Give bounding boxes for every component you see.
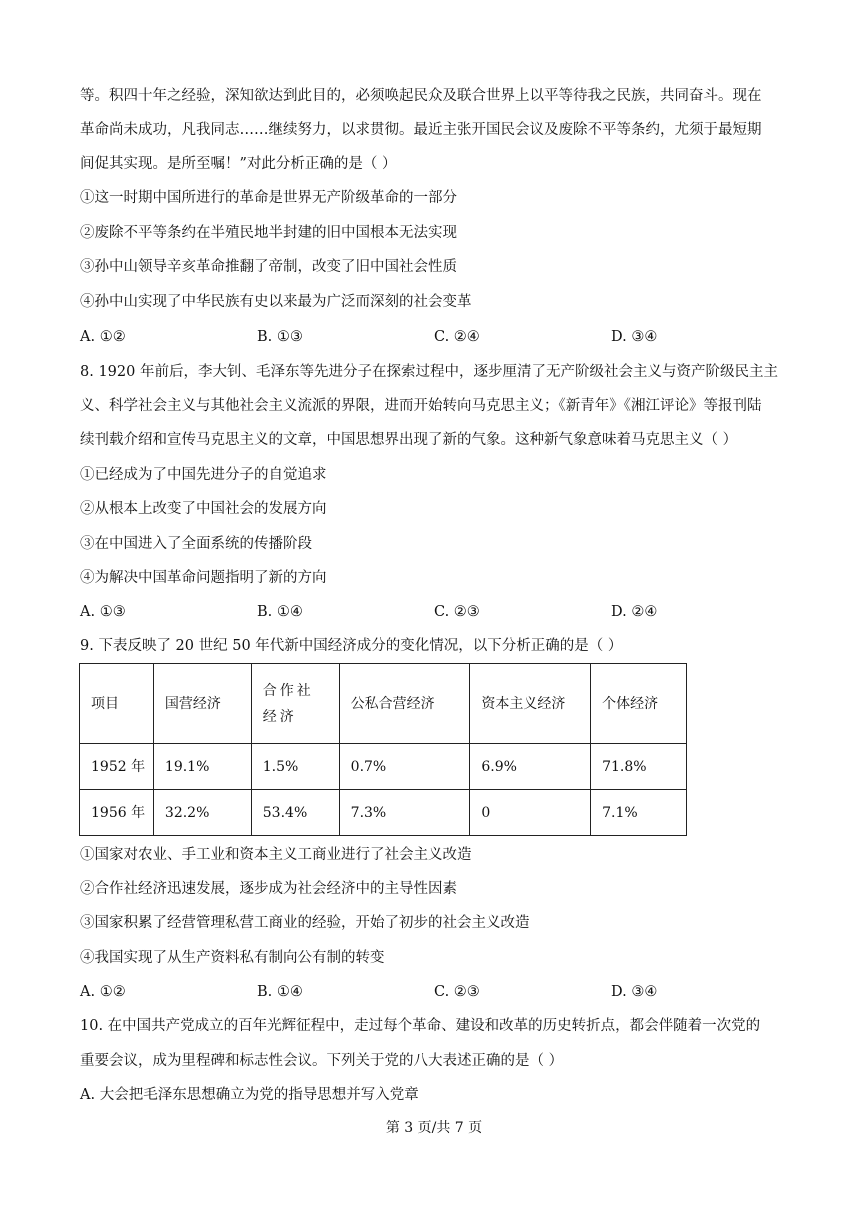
q9-statement-1: ①国家对农业、手工业和资本主义工商业进行了社会主义改造	[80, 847, 472, 863]
q7-stem-line-3: 间促其实现。是所至嘱！”对此分析正确的是（ ）	[80, 156, 397, 172]
q8-option-c[interactable]: C. ②③	[434, 604, 480, 620]
table-cell: 6.9%	[470, 744, 591, 790]
q8-stem-line-3: 续刊载介绍和宣传马克思主义的文章，中国思想界出现了新的气象。这种新气象意味着马克思主义（ ）	[80, 432, 738, 448]
table-cell: 19.1%	[153, 744, 251, 790]
q7-statement-1: ①这一时期中国所进行的革命是世界无产阶级革命的一部分	[80, 190, 457, 206]
q9-options	[80, 982, 800, 1002]
table-header-row	[80, 664, 687, 744]
q8-statement-2: ②从根本上改变了中国社会的发展方向	[80, 501, 327, 517]
table-header-cell: 合作社经济	[251, 664, 339, 744]
table-header-cell: 国营经济	[153, 664, 251, 744]
q8-statement-1: ①已经成为了中国先进分子的自觉追求	[80, 467, 327, 483]
q7-option-b[interactable]: B. ①③	[257, 329, 303, 345]
economy-table	[79, 663, 687, 836]
q9-statement-2: ②合作社经济迅速发展，逐步成为社会经济中的主导性因素	[80, 881, 457, 897]
table-cell: 32.2%	[153, 790, 251, 836]
q7-options	[80, 327, 800, 347]
table-cell: 0	[470, 790, 591, 836]
q9-stem: 9. 下表反映了 20 世纪 50 年代新中国经济成分的变化情况，以下分析正确的是（ ）	[80, 638, 623, 654]
q7-option-c[interactable]: C. ②④	[434, 329, 480, 345]
table-header-cell: 公私合营经济	[339, 664, 470, 744]
table-cell: 0.7%	[339, 744, 470, 790]
q10-stem-line-1: 10. 在中国共产党成立的百年光辉征程中，走过每个革命、建设和改革的历史转折点，都会伴随着一次党的	[80, 1018, 761, 1034]
q9-option-a[interactable]: A. ①②	[80, 984, 126, 1000]
table-cell: 71.8%	[591, 744, 687, 790]
table-cell: 1.5%	[251, 744, 339, 790]
table-header-cell: 资本主义经济	[470, 664, 591, 744]
q10-option-a[interactable]: A. 大会把毛泽东思想确立为党的指导思想并写入党章	[80, 1087, 419, 1103]
q7-statement-3: ③孙中山领导辛亥革命推翻了帝制，改变了旧中国社会性质	[80, 259, 457, 275]
table-row	[80, 744, 687, 790]
q7-option-d[interactable]: D. ③④	[611, 329, 658, 345]
q9-option-c[interactable]: C. ②③	[434, 984, 480, 1000]
page-number: 第 3 页/共 7 页	[385, 1120, 483, 1136]
table-cell: 1952 年	[80, 744, 154, 790]
q7-stem-line-1: 等。积四十年之经验，深知欲达到此目的，必须唤起民众及联合世界上以平等待我之民族，共同奋斗。现在	[80, 88, 762, 104]
table-row	[80, 790, 687, 836]
q8-option-b[interactable]: B. ①④	[257, 604, 303, 620]
q8-stem-line-2: 义、科学社会主义与其他社会主义流派的界限，进而开始转向马克思主义；《新青年》《湘江评论》等报刊陆	[80, 398, 762, 414]
q8-option-a[interactable]: A. ①③	[80, 604, 126, 620]
q7-statement-4: ④孙中山实现了中华民族有史以来最为广泛而深刻的社会变革	[80, 294, 472, 310]
q7-statement-2: ②废除不平等条约在半殖民地半封建的旧中国根本无法实现	[80, 225, 457, 241]
table-header-cell: 项目	[80, 664, 154, 744]
q9-option-b[interactable]: B. ①④	[257, 984, 303, 1000]
table-cell: 7.1%	[591, 790, 687, 836]
q8-option-d[interactable]: D. ②④	[611, 604, 658, 620]
table-cell: 1956 年	[80, 790, 154, 836]
q10-stem-line-2: 重要会议，成为里程碑和标志性会议。下列关于党的八大表述正确的是（ ）	[80, 1053, 564, 1069]
table-cell: 7.3%	[339, 790, 470, 836]
table-cell: 53.4%	[251, 790, 339, 836]
q8-stem-line-1: 8. 1920 年前后，李大钊、毛泽东等先进分子在探索过程中，逐步厘清了无产阶级社会主义与资产阶级民主主	[80, 364, 778, 380]
q8-statement-3: ③在中国进入了全面系统的传播阶段	[80, 536, 312, 552]
q8-statement-4: ④为解决中国革命问题指明了新的方向	[80, 570, 327, 586]
q9-statement-3: ③国家积累了经营管理私营工商业的经验，开始了初步的社会主义改造	[80, 915, 530, 931]
q8-options	[80, 602, 800, 622]
q9-statement-4: ④我国实现了从生产资料私有制向公有制的转变	[80, 950, 385, 966]
table-header-cell: 个体经济	[591, 664, 687, 744]
q7-stem-line-2: 革命尚未成功，凡我同志……继续努力，以求贯彻。最近主张开国民会议及废除不平等条约，尤须于最短期	[80, 122, 762, 138]
q7-option-a[interactable]: A. ①②	[80, 329, 126, 345]
q9-option-d[interactable]: D. ③④	[611, 984, 658, 1000]
